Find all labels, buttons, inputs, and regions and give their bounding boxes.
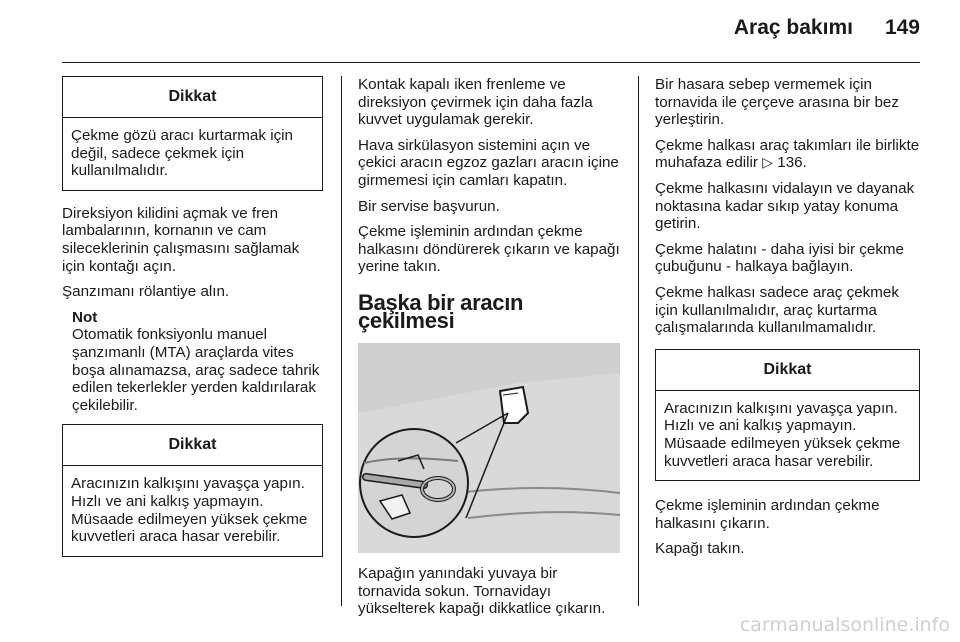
- page-number: 149: [884, 16, 920, 39]
- column-1: [62, 76, 323, 557]
- warning-title: Dikkat: [63, 77, 322, 118]
- paragraph: Bir servise başvurun.: [358, 197, 500, 215]
- paragraph: [655, 137, 920, 172]
- column-divider-1: [341, 76, 342, 606]
- paragraph: Bir hasara sebep vermemek için tornavida ile çerçeve arasına bir bez yerleştirin.: [655, 76, 899, 129]
- warning-box: [62, 424, 323, 556]
- paragraph: Direksiyon kilidini açmak ve fren lambalarının, kornanın ve cam sileceklerinin çalışmasını sağlamak için kontağı açın.: [62, 204, 300, 275]
- watermark: carmanualsonline.info: [739, 614, 950, 636]
- column-2: [358, 76, 622, 626]
- paragraph: Kapağın yanındaki yuvaya bir tornavida sokun. Tornavidayı yükselterek kapağı dikkatlice çıkarın.: [358, 565, 606, 618]
- paragraph: Çekme halkası sadece araç çekmek için kullanılmalıdır, araç kurtarma çalışmalarında kullanılmamalıdır.: [655, 283, 899, 337]
- column-divider-2: [638, 76, 639, 606]
- header-rule: [62, 62, 920, 63]
- warning-text: Aracınızın kalkışını yavaşça yapın. Hızlı ve ani kalkış yapmayın. Müsaade edilmeyen yüksek çekme kuvvetleri araca hasar verebilir.: [664, 399, 901, 470]
- page-reference-arrow-icon: ▷: [762, 154, 774, 171]
- towing-eye-cover-illustration: [358, 343, 620, 553]
- warning-box: [62, 76, 323, 191]
- warning-text: Aracınızın kalkışını yavaşça yapın. Hızlı ve ani kalkış yapmayın. Müsaade edilmeyen yüksek çekme kuvvetleri araca hasar verebilir.: [71, 475, 308, 546]
- warning-title: Dikkat: [656, 350, 919, 391]
- warning-text: Çekme gözü aracı kurtarmak için değil, sadece çekmek için kullanılmalıdır.: [71, 127, 293, 180]
- chapter-title: Araç bakımı: [733, 16, 853, 39]
- paragraph: Çekme halatını - daha iyisi bir çekme çubuğunu - halkaya bağlayın.: [655, 240, 905, 276]
- page-header: [734, 16, 920, 40]
- page-reference[interactable]: 136.: [777, 154, 807, 172]
- note-title: Not: [72, 308, 98, 326]
- section-heading: Başka bir aracın çekilmesi: [358, 289, 524, 333]
- column-3: [655, 76, 920, 566]
- note-text: Otomatik fonksiyonlu manuel şanzımanlı (MTA) araçlarda vites boşa alınamazsa, araç sadece tahrik edilen tekerlekler yerden kaldırılarak çekilebilir.: [72, 326, 320, 414]
- paragraph: Çekme halkasını vidalayın ve dayanak noktasına kadar sıkıp yatay konuma getirin.: [655, 179, 915, 233]
- paragraph: Hava sirkülasyon sistemini açın ve çekici aracın egzoz gazları aracın içine girmemesi için camları kapatın.: [358, 136, 619, 189]
- warning-title: Dikkat: [63, 425, 322, 466]
- paragraph: Şanzımanı rölantiye alın.: [62, 283, 230, 301]
- warning-box: [655, 349, 920, 481]
- paragraph: Kapağı takın.: [655, 540, 745, 558]
- paragraph-text: Çekme halkası araç takımları ile birlikte muhafaza edilir: [655, 136, 920, 172]
- note-block: [62, 309, 323, 415]
- paragraph: Kontak kapalı iken frenleme ve direksiyon çevirmek için daha fazla kuvvet uygulamak gerekir.: [358, 76, 593, 129]
- towing-eye-closeup: [360, 429, 468, 537]
- paragraph: Çekme işleminin ardından çekme halkasını çıkarın.: [655, 497, 880, 532]
- paragraph: Çekme işleminin ardından çekme halkasını döndürerek çıkarın ve kapağı yerine takın.: [358, 223, 620, 276]
- cover-icon: [500, 387, 528, 423]
